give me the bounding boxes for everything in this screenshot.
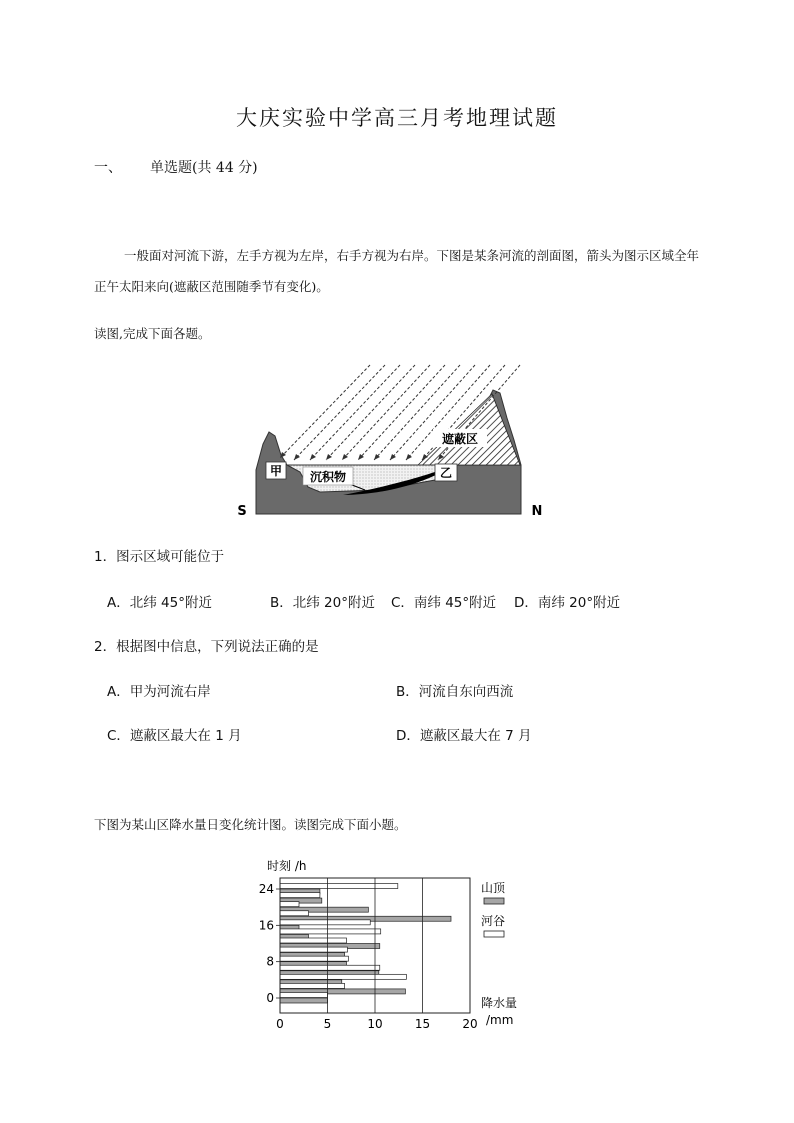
x-tick-label-5: 5 [323,1017,332,1031]
question-2-stem: 2．根据图中信息，下列说法正确的是 [94,639,319,655]
bar-valley-6h [280,965,380,970]
x-tick-label-0: 0 [276,1017,284,1031]
bar-valley-22h [280,893,320,898]
question-2-option-a: A．甲为河流右岸 [107,684,211,700]
river-profile-figure [230,360,550,522]
x-axis-title-unit: /mm [486,1013,514,1027]
chart-intro-paragraph: 下图为某山区降水量日变化统计图。读图完成下面小题。 [94,817,407,832]
bar-summit-0h [280,998,328,1003]
x-axis-title-main: 降水量 [481,996,518,1010]
x-tick-label-10: 10 [367,1017,383,1031]
y-tick-label-0: 0 [266,991,274,1005]
x-tick-label-15: 15 [414,1017,431,1031]
precipitation-chart [250,852,550,1034]
question-2-option-d: D．遮蔽区最大在 7 月 [396,728,532,744]
legend-label-summit: 山顶 [481,881,506,895]
label-shadow-zone: 遮蔽区 [441,432,479,446]
label-jia: 甲 [269,464,283,478]
intro-paragraph: 一般面对河流下游，左手方视为左岸，右手方视为右岸。下图是某条河流的剖面图，箭头为图示区域全年正午太阳来向(遮蔽区范围随季节有变化)。 [94,248,700,294]
y-tick-label-16: 16 [258,918,274,933]
question-1-option-b: B．北纬 20°附近 [270,595,375,611]
question-1-option-d: D．南纬 20°附近 [514,595,621,611]
label-north: N [531,504,543,519]
page-title: 大庆实验中学高三月考地理试题 [236,106,558,130]
label-south: S [237,504,247,519]
y-tick-label-24: 24 [258,882,274,896]
bar-valley-24h [280,884,398,889]
bar-valley-12h [280,938,347,943]
bar-valley-2h [280,983,345,988]
bar-valley-0h [280,993,328,998]
question-1-option-c: C．南纬 45°附近 [391,595,497,611]
question-2-option-b: B．河流自东向西流 [396,684,514,700]
question-1-option-a: A．北纬 45°附近 [107,595,212,611]
bar-valley-20h [280,902,299,907]
section-number: 一、 [94,160,122,176]
bar-valley-16h [280,920,370,925]
bar-valley-14h [280,929,381,934]
legend-label-valley: 河谷 [481,914,506,928]
y-tick-label-8: 8 [266,954,274,969]
question-2-option-c: C．遮蔽区最大在 1 月 [107,728,242,744]
bar-valley-4h [280,974,406,979]
sun-ray-arrowheads [280,452,444,460]
question-1-stem: 1．图示区域可能位于 [94,549,225,565]
legend-swatch-summit [484,898,504,904]
bar-valley-8h [280,956,348,961]
section-title: 单选题(共 44 分) [150,160,258,176]
y-axis-title: 时刻 /h [267,859,307,873]
bar-valley-10h [280,947,347,952]
bar-valley-18h [280,911,309,916]
label-yi: 乙 [439,466,453,480]
label-sediment: 沉积物 [309,470,347,484]
x-tick-label-20: 20 [462,1017,478,1031]
legend-swatch-valley [484,931,504,937]
intro-instruction: 读图,完成下面各题。 [94,326,211,341]
